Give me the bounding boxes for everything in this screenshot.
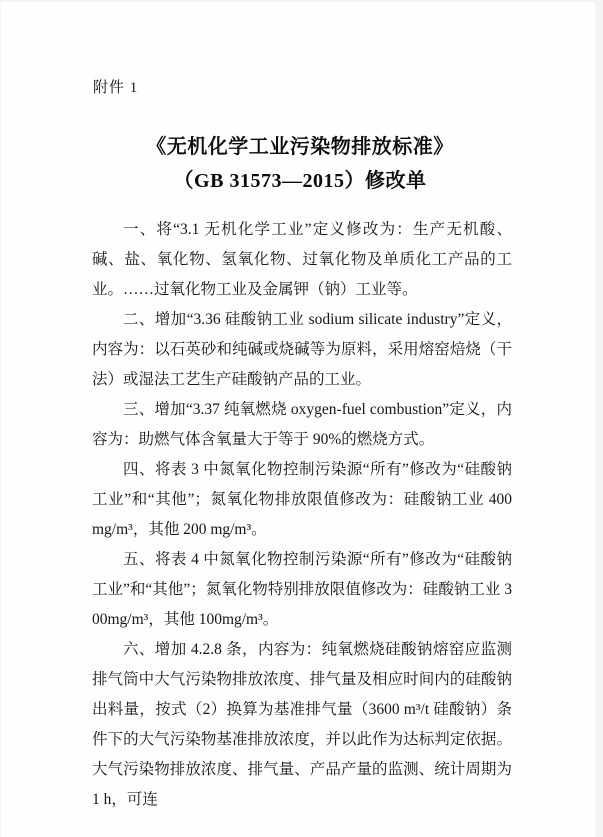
paragraph-3: 三、增加“3.37 纯氧燃烧 oxygen-fuel combustion”定义，内容为：助燃气体含氧量大于等于 90%的燃烧方式。 [92, 401, 512, 448]
paragraph-5: 五、将表 4 中氮氧化物控制污染源“所有”修改为“硅酸钠工业”和“其他”；氮氧化物特别排放限值修改为：硅酸钠工业 300mg/m³，其他 100mg/m³。 [92, 551, 512, 628]
paragraph-4: 四、将表 3 中氮氧化物控制污染源“所有”修改为“硅酸钠工业”和“其他”；氮氧化物排放限值修改为：硅酸钠工业 400 mg/m³，其他 200 mg/m³。 [92, 461, 512, 538]
paragraph-6: 六、增加 4.2.8 条，内容为：纯氧燃烧硅酸钠熔窑应监测排气筒中大气污染物排放浓度、排气量及相应时间内的硅酸钠出料量，按式（2）换算为基准排气量（3600 m³/t 硅酸钠）条件下的大气污染物基准排放浓度，并以此作为达标判定依据。大气污染物排放浓度、排气量、产品产量的监测、统计周期为 1 h，可连 [92, 641, 512, 808]
attachment-label: 附件 1 [93, 80, 139, 96]
paragraph-2: 二、增加“3.36 硅酸钠工业 sodium silicate industry”定义，内容为：以石英砂和纯碱或烧碱等为原料，采用熔窑焙烧（干法）或湿法工艺生产硅酸钠产品的工业。 [92, 311, 512, 388]
document-body [92, 215, 512, 815]
title-line-2: （GB 31573—2015）修改单 [173, 170, 427, 192]
document-page [1, 2, 595, 837]
title-line-1: 《无机化学工业污染物排放标准》 [146, 136, 454, 158]
document-title [89, 130, 511, 198]
paragraph-1: 一、将“3.1 无机化学工业”定义修改为：生产无机酸、碱、盐、氧化物、氢氧化物、过氧化物及单质化工产品的工业。……过氧化物工业及金属钾（钠）工业等。 [92, 221, 512, 298]
